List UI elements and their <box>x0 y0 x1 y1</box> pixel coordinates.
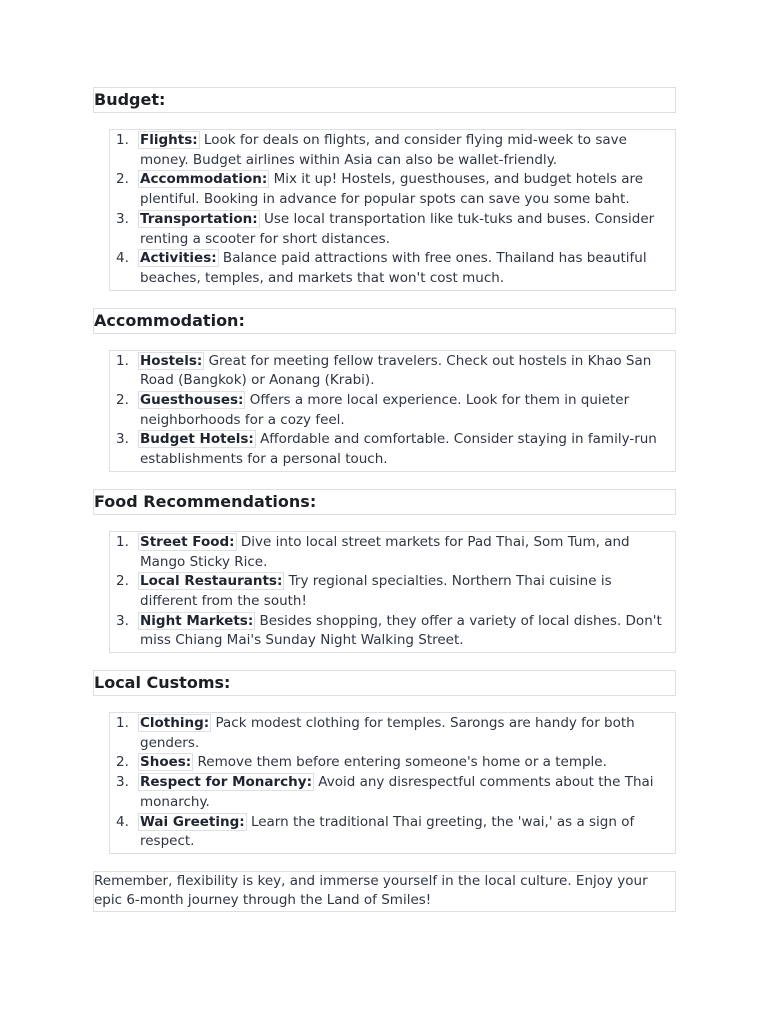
list-text: Balance paid attractions with free ones. Thailand has beautiful beaches, temples, and markets that won't cost much. <box>140 250 647 286</box>
list-term: Transportation: <box>140 210 258 227</box>
section-heading-customs: Local Customs: <box>93 670 676 696</box>
list-text: Offers a more local experience. Look for them in quieter neighborhoods for a cozy feel. <box>140 392 630 428</box>
document <box>93 87 676 912</box>
list-number: 1. <box>116 715 129 732</box>
list-number: 3. <box>116 774 129 791</box>
list-term: Night Markets: <box>140 612 254 629</box>
list-term: Budget Hotels: <box>140 431 254 448</box>
list-text: Avoid any disrespectful comments about the Thai monarchy. <box>140 774 654 810</box>
list-term: Activities: <box>140 250 217 267</box>
list-number: 1. <box>116 533 129 550</box>
list-text: Great for meeting fellow travelers. Check out hostels in Khao San Road (Bangkok) or Aonang (Krabi). <box>140 352 652 389</box>
list-item <box>110 773 675 812</box>
section-heading-budget: Budget: <box>93 87 676 113</box>
list-text: Learn the traditional Thai greeting, the 'wai,' as a sign of respect. <box>140 813 635 850</box>
list-number: 1. <box>116 132 129 148</box>
budget-list <box>109 129 676 291</box>
list-item <box>110 533 675 572</box>
list-text: Try regional specialties. Northern Thai cuisine is different from the south! <box>140 573 612 609</box>
list-text: Dive into local street markets for Pad Thai, Som Tum, and Mango Sticky Rice. <box>140 533 630 570</box>
list-number: 3. <box>116 612 129 629</box>
list-number: 2. <box>116 754 129 771</box>
list-text: Look for deals on flights, and consider flying mid-week to save money. Budget airlines within Asia can also be wallet-friendly. <box>140 132 627 168</box>
section-heading-accommodation: Accommodation: <box>93 308 676 334</box>
list-text: Remove them before entering someone's home or a temple. <box>193 754 607 771</box>
list-text: Besides shopping, they offer a variety of local dishes. Don't miss Chiang Mai's Sunday Night Walking Street. <box>140 612 662 649</box>
list-term: Hostels: <box>140 352 203 369</box>
list-term: Wai Greeting: <box>140 813 245 830</box>
list-text: Affordable and comfortable. Consider staying in family-run establishments for a personal touch. <box>140 431 657 468</box>
closing-paragraph: Remember, flexibility is key, and immerse yourself in the local culture. Enjoy your epic 6-month journey through the Land of Smiles! <box>93 871 676 912</box>
list-item <box>110 572 675 611</box>
list-number: 2. <box>116 573 129 590</box>
list-item <box>110 131 675 170</box>
list-term: Local Restaurants: <box>140 573 283 590</box>
list-item <box>110 813 675 852</box>
list-number: 2. <box>116 392 129 409</box>
list-number: 3. <box>116 210 129 227</box>
list-number: 4. <box>116 250 129 267</box>
list-item <box>110 430 675 469</box>
list-number: 2. <box>116 171 129 188</box>
list-item <box>110 210 675 249</box>
list-text: Pack modest clothing for temples. Sarongs are handy for both genders. <box>140 715 635 751</box>
list-term: Street Food: <box>140 533 235 550</box>
section-heading-food: Food Recommendations: <box>93 489 676 515</box>
food-list <box>109 531 676 653</box>
list-term: Respect for Monarchy: <box>140 774 312 791</box>
list-item <box>110 391 675 430</box>
list-text: Mix it up! Hostels, guesthouses, and budget hotels are plentiful. Booking in advance for popular spots can save you some baht. <box>140 171 644 208</box>
list-item <box>110 170 675 209</box>
list-term: Guesthouses: <box>140 392 244 409</box>
list-term: Accommodation: <box>140 171 268 188</box>
list-term: Shoes: <box>140 754 192 771</box>
list-number: 4. <box>116 813 129 830</box>
list-text: Use local transportation like tuk-tuks and buses. Consider renting a scooter for short distances. <box>140 210 655 247</box>
list-item <box>110 249 675 288</box>
list-item <box>110 714 675 753</box>
list-item <box>110 352 675 391</box>
list-number: 3. <box>116 431 129 448</box>
customs-list <box>109 712 676 854</box>
accommodation-list <box>109 350 676 472</box>
list-item <box>110 612 675 651</box>
list-item <box>110 753 675 773</box>
list-number: 1. <box>116 352 129 369</box>
list-term: Clothing: <box>140 715 210 732</box>
list-term: Flights: <box>140 132 198 148</box>
